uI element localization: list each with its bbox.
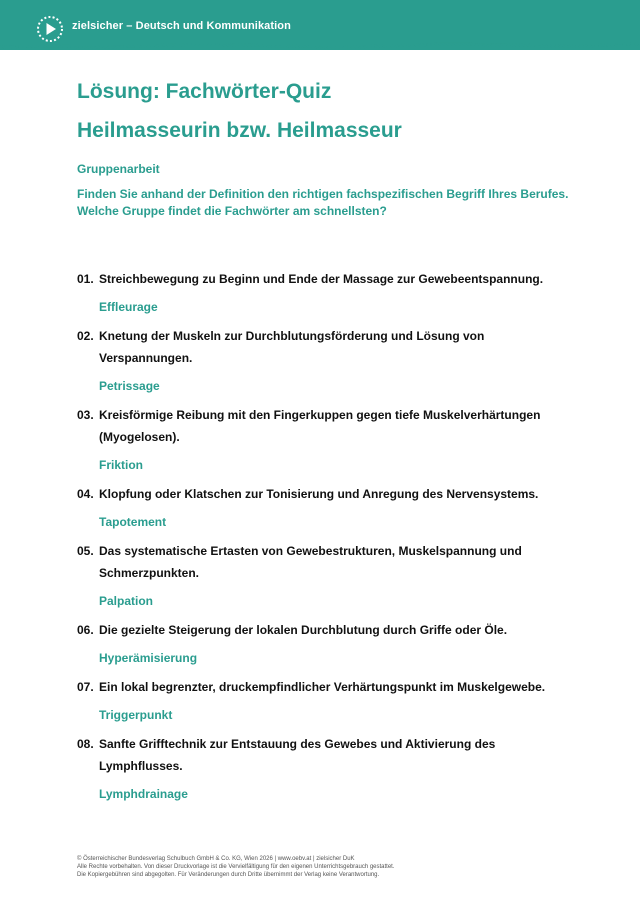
brand-name: zielsicher – Deutsch und Kommunikation: [72, 20, 291, 32]
item-number: 02.: [77, 329, 94, 343]
instruction-line: Finden Sie anhand der Definition den richtigen fachspezifischen Begriff Ihres Berufes.: [77, 187, 569, 201]
footer: [77, 855, 597, 879]
footer-line: © Österreichischer Bundesverlag Schulbuch GmbH & Co. KG, Wien 2026 | www.oebv.at | zielsicher DuK: [77, 856, 355, 862]
item-number: 01.: [77, 272, 94, 286]
definition-item: [77, 540, 557, 584]
item-definition: Das systematische Ertasten von Gewebestrukturen, Muskelspannung und Schmerzpunkten.: [99, 544, 522, 580]
item-definition: Knetung der Muskeln zur Durchblutungsförderung und Lösung von Verspannungen.: [99, 329, 485, 365]
item-definition: Ein lokal begrenzter, druckempfindlicher Verhärtungspunkt im Muskelgewebe.: [99, 680, 546, 694]
footer-line: Die Kopiergebühren sind abgegolten. Für Veränderungen durch Dritte übernimmt der Verlag keine Verantwortung.: [77, 872, 380, 878]
item-definition: Die gezielte Steigerung der lokalen Durchblutung durch Griffe oder Öle.: [99, 623, 508, 637]
instructions: [77, 186, 597, 220]
item-answer: Petrissage: [99, 379, 160, 393]
definition-item: [77, 619, 557, 641]
page-subtitle: Heilmasseurin bzw. Heilmasseur: [77, 119, 402, 142]
item-answer: Hyperämisierung: [99, 651, 198, 665]
item-number: 06.: [77, 623, 94, 637]
item-answer: Tapotement: [99, 515, 167, 529]
play-circle-icon: [35, 14, 65, 44]
item-answer: Lymphdrainage: [99, 787, 188, 801]
item-definition: Kreisförmige Reibung mit den Fingerkuppen gegen tiefe Muskelverhärtungen (Myogelosen).: [99, 408, 541, 444]
item-answer: Triggerpunkt: [99, 708, 173, 722]
definition-item: [77, 733, 557, 777]
definition-item: [77, 483, 557, 505]
item-number: 05.: [77, 544, 94, 558]
definition-item: [77, 325, 557, 369]
item-number: 07.: [77, 680, 94, 694]
item-number: 04.: [77, 487, 94, 501]
definition-item: [77, 268, 557, 290]
item-number: 03.: [77, 408, 94, 422]
footer-line: Alle Rechte vorbehalten. Von dieser Druckvorlage ist die Vervielfältigung für den eigenen Unterrichtsgebrauch gestattet.: [77, 864, 395, 870]
item-answer: Effleurage: [99, 300, 158, 314]
instruction-line: Welche Gruppe findet die Fachwörter am schnellsten?: [77, 204, 387, 218]
definition-item: [77, 676, 557, 698]
item-definition: Klopfung oder Klatschen zur Tonisierung und Anregung des Nervensystems.: [99, 487, 539, 501]
item-definition: Sanfte Grifftechnik zur Entstauung des Gewebes und Aktivierung des Lymphflusses.: [99, 737, 496, 773]
item-answer: Friktion: [99, 458, 143, 472]
page-title: Lösung: Fachwörter-Quiz: [77, 80, 332, 103]
header-banner: [0, 0, 640, 50]
section-heading: Gruppenarbeit: [77, 162, 160, 176]
item-number: 08.: [77, 737, 94, 751]
item-answer: Palpation: [99, 594, 154, 608]
definition-item: [77, 404, 557, 448]
dotted-wave-decoration: [0, 38, 640, 52]
item-definition: Streichbewegung zu Beginn und Ende der Massage zur Gewebeentspannung.: [99, 272, 544, 286]
